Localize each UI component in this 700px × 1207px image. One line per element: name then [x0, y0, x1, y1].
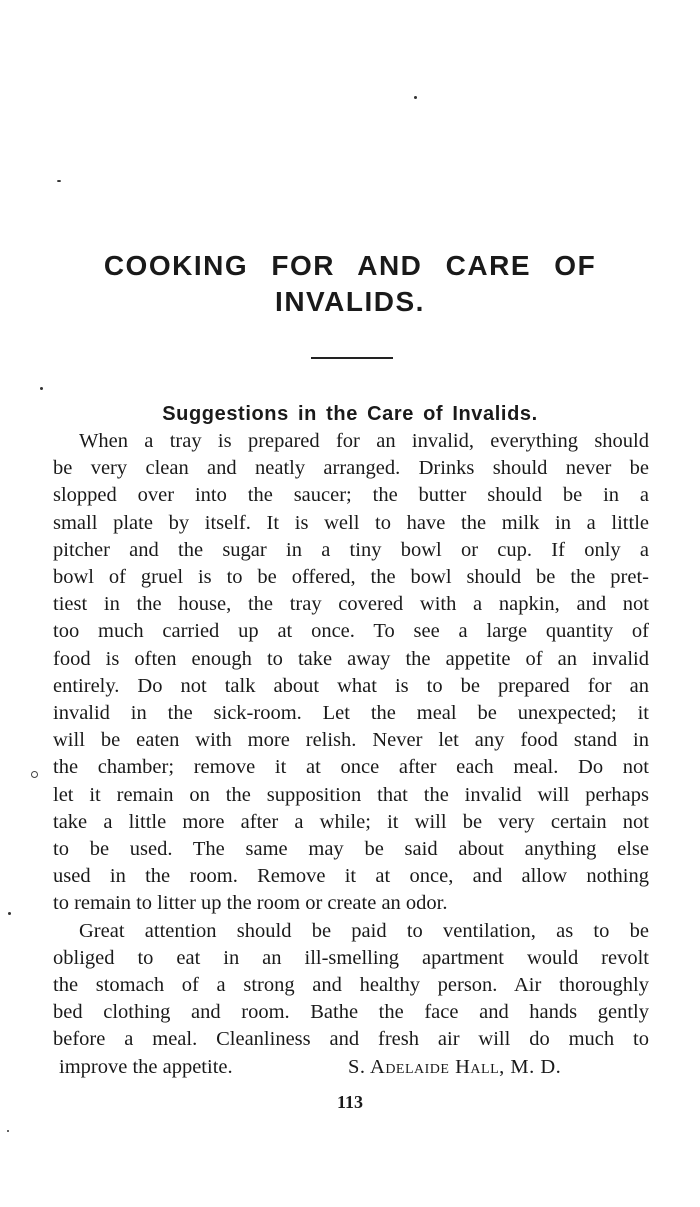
- text-line: too much carried up at once. To see a large quantity of: [53, 620, 649, 643]
- print-speck: [31, 771, 38, 778]
- text-line: slopped over into the saucer; the butter should be in a: [53, 484, 649, 507]
- text-line: will be eaten with more relish. Never let any food stand in: [53, 729, 649, 752]
- print-speck: [7, 1130, 9, 1132]
- text-line: bed clothing and room. Bathe the face and hands gently: [53, 1001, 649, 1024]
- paragraph-1: [53, 428, 649, 918]
- print-speck: [8, 912, 11, 915]
- text-line: invalid in the sick-room. Let the meal be unexpected; it: [53, 702, 649, 725]
- print-speck: [414, 96, 417, 99]
- body-text: [53, 428, 649, 1081]
- text-line: take a little more after a while; it will be very certain not: [53, 810, 649, 833]
- paragraph-2: [53, 918, 649, 1081]
- text-line: tiest in the house, the tray covered with a napkin, and not: [53, 593, 649, 616]
- text-line: bowl of gruel is to be offered, the bowl should be the pret-: [53, 566, 649, 589]
- closing-text: improve the appetite.: [59, 1055, 233, 1078]
- title-divider: [311, 357, 393, 359]
- section-heading: Suggestions in the Care of Invalids.: [162, 403, 538, 425]
- chapter-title-line-1: COOKING FOR AND CARE OF: [103, 250, 597, 281]
- text-line: let it remain on the supposition that the invalid will perhaps: [53, 783, 649, 806]
- text-line: When a tray is prepared for an invalid, everything should: [79, 430, 649, 452]
- text-line: Great attention should be paid to ventilation, as to be: [79, 919, 649, 942]
- text-line: obliged to eat in an ill-smelling apartment would revolt: [53, 946, 649, 969]
- text-line: before a meal. Cleanliness and fresh air will do much to: [53, 1028, 649, 1051]
- text-line: be very clean and neatly arranged. Drinks should never be: [53, 457, 649, 480]
- text-line: pitcher and the sugar in a tiny bowl or cup. If only a: [53, 538, 649, 561]
- text-line: to remain to litter up the room or create an odor.: [53, 892, 448, 915]
- chapter-title-line-2: INVALIDS.: [275, 286, 425, 317]
- chapter-title: [60, 248, 640, 320]
- text-line: the chamber; remove it at once after each meal. Do not: [53, 756, 649, 779]
- closing-line: [53, 1054, 649, 1081]
- text-line: food is often enough to take away the appetite of an invalid: [53, 647, 649, 670]
- author-signature: S. Adelaide Hall, M. D.: [348, 1055, 562, 1078]
- text-line: to be used. The same may be said about anything else: [53, 838, 649, 861]
- print-speck: [57, 180, 61, 182]
- text-line: entirely. Do not talk about what is to be prepared for an: [53, 674, 649, 697]
- print-speck: [40, 387, 43, 390]
- text-line: small plate by itself. It is well to have the milk in a little: [53, 511, 649, 534]
- text-line: used in the room. Remove it at once, and allow nothing: [53, 865, 649, 888]
- page-number: 113: [336, 1092, 363, 1112]
- text-line: the stomach of a strong and healthy person. Air thoroughly: [53, 974, 649, 997]
